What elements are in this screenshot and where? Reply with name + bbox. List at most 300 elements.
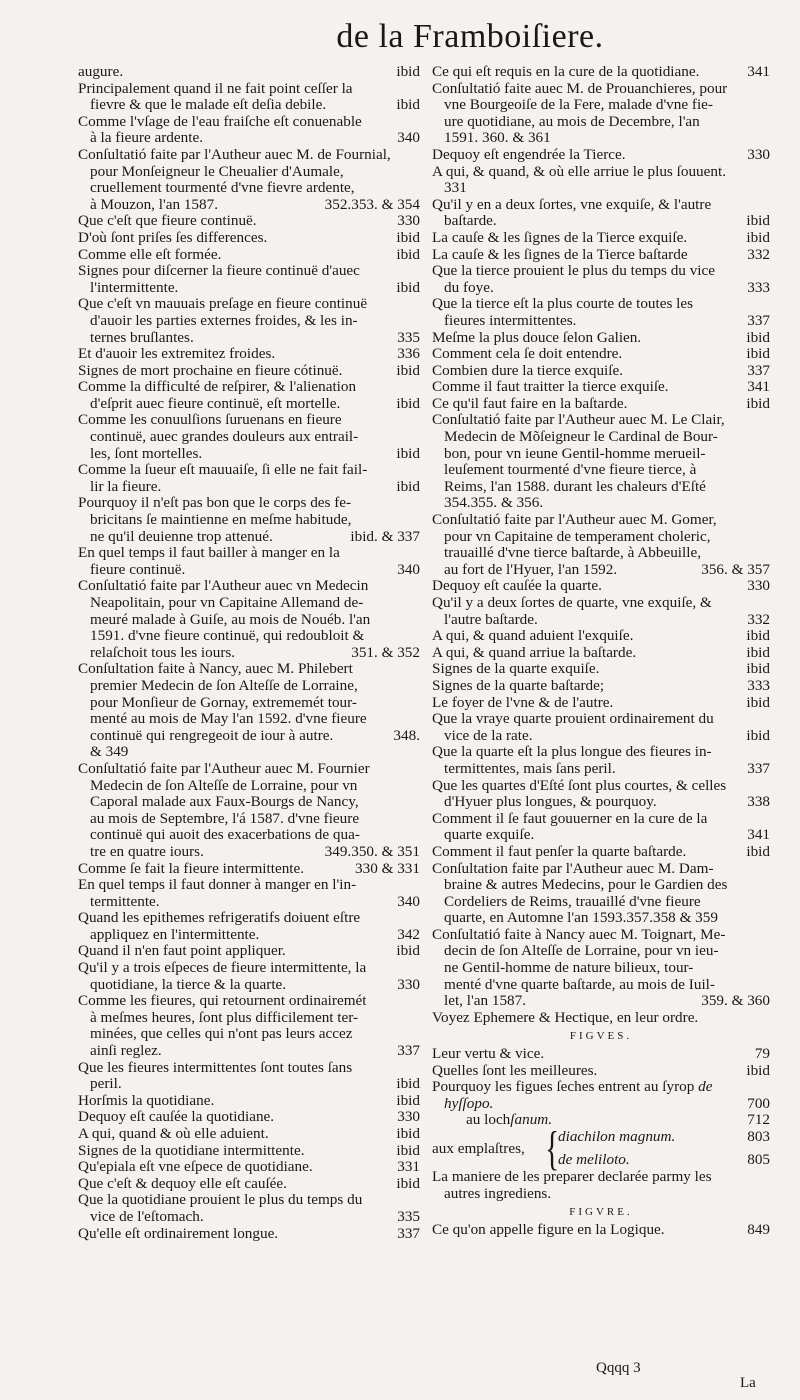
entry-line bbox=[78, 1126, 420, 1143]
entry-line bbox=[78, 1093, 420, 1110]
entry-text: D'où ſont priſes ſes differences. bbox=[78, 229, 268, 246]
index-entry bbox=[78, 147, 420, 213]
entry-line-cont bbox=[78, 645, 420, 662]
entry-line bbox=[432, 64, 770, 81]
page-ref: 330 bbox=[747, 577, 770, 595]
entry-line bbox=[78, 578, 420, 595]
index-entry bbox=[432, 379, 770, 396]
brace-icon: { bbox=[545, 1122, 560, 1175]
entry-text: à la fieure ardente. bbox=[90, 130, 203, 147]
entry-text: Dequoy eſt cauſée la quarte. bbox=[432, 578, 602, 595]
index-entry bbox=[432, 927, 770, 1010]
entry-line bbox=[78, 263, 420, 280]
entry-line-cont bbox=[78, 1010, 420, 1027]
entry-line-cont bbox=[432, 97, 770, 114]
entry-text: Comme il faut traitter la tierce exquiſe. bbox=[432, 379, 669, 396]
entry-text: Comment il ſe faut gouuerner en la cure de la bbox=[432, 810, 708, 827]
page-ref bbox=[764, 197, 770, 214]
entry-text: La cauſe & les ſignes de la Tierce exquiſe. bbox=[432, 229, 688, 246]
entry-line-cont bbox=[432, 728, 770, 745]
entry-line bbox=[432, 363, 770, 380]
index-entry bbox=[432, 1046, 770, 1063]
entry-text: Que c'eſt & dequoy elle eſt cauſée. bbox=[78, 1175, 287, 1192]
entry-text: Comment il faut penſer la quarte baſtarde. bbox=[432, 843, 687, 860]
entry-line bbox=[432, 81, 770, 98]
entry-text: pour Monſieur de Gornay, extrememét tour- bbox=[90, 694, 357, 711]
entry-line bbox=[78, 495, 420, 512]
entry-text: bricitans ſe maintienne en meſme habitude, bbox=[90, 512, 352, 529]
entry-line bbox=[78, 1176, 420, 1193]
entry-italic: hyſſopo. bbox=[444, 1095, 494, 1112]
page-ref bbox=[414, 661, 420, 678]
index-entry bbox=[78, 943, 420, 960]
entry-line-cont bbox=[78, 529, 420, 546]
page-ref: ibid bbox=[396, 245, 420, 263]
entry-line-cont bbox=[78, 927, 420, 944]
entry-line-cont bbox=[432, 761, 770, 778]
entry-line bbox=[432, 379, 770, 396]
entry-line-cont bbox=[432, 280, 770, 297]
page-ref bbox=[414, 695, 420, 712]
page-ref bbox=[414, 778, 420, 795]
entry-line-cont bbox=[432, 562, 770, 579]
entry-line-cont bbox=[78, 446, 420, 463]
entry-text: d'eſprit auec fieure continuë, eſt mortelle. bbox=[90, 395, 341, 412]
page-ref: 330 & 331 bbox=[355, 859, 420, 877]
index-entry bbox=[78, 296, 420, 346]
entry-line-cont bbox=[78, 313, 420, 330]
entry-text: Caporal malade aux Faux-Bourgs de Nancy, bbox=[90, 794, 359, 811]
entry-line-cont bbox=[78, 130, 420, 147]
index-entry bbox=[432, 661, 770, 678]
entry-text: A qui, & quand aduient l'exquiſe. bbox=[432, 628, 634, 645]
page-ref: 330 bbox=[747, 145, 770, 163]
entry-line bbox=[432, 1063, 770, 1080]
page-ref bbox=[764, 462, 770, 479]
page-ref: ibid bbox=[746, 726, 770, 744]
entry-line bbox=[78, 661, 420, 678]
page-ref bbox=[764, 960, 770, 977]
index-entry bbox=[78, 1126, 420, 1143]
index-entry bbox=[432, 147, 770, 164]
entry-text: Signes de la quotidiane intermittente. bbox=[78, 1142, 305, 1159]
entry-line bbox=[78, 114, 420, 131]
entry-line-cont bbox=[432, 894, 770, 911]
index-entry bbox=[432, 1079, 770, 1096]
index-entry bbox=[432, 578, 770, 595]
page-ref: 340 bbox=[397, 892, 420, 910]
page-ref: ibid bbox=[396, 1141, 420, 1159]
page-ref: ibid bbox=[746, 328, 770, 346]
entry-line-cont bbox=[78, 1043, 420, 1060]
entry-text: ne qu'il deuienne trop attenué. bbox=[90, 528, 273, 545]
page-ref bbox=[764, 263, 770, 280]
entry-line-cont bbox=[78, 164, 420, 181]
entry-text: l'autre baſtarde. bbox=[444, 611, 538, 628]
page-ref: 337 bbox=[397, 1042, 420, 1060]
entry-text: Qu'elle eſt ordinairement longue. bbox=[78, 1225, 279, 1242]
page-ref: 338 bbox=[747, 793, 770, 811]
index-entry bbox=[78, 81, 420, 114]
page-ref bbox=[764, 877, 770, 894]
page-ref bbox=[414, 578, 420, 595]
entry-text: continuë, auec grandes douleurs aux entrail- bbox=[90, 429, 359, 446]
entry-text: lir la fieure. bbox=[90, 478, 162, 495]
entry-text: Le foyer de l'vne & de l'autre. bbox=[432, 694, 614, 711]
entry-text: tre en quatre iours. bbox=[90, 843, 204, 860]
entry-line bbox=[78, 462, 420, 479]
entry-line bbox=[78, 1192, 420, 1209]
entry-line bbox=[432, 396, 770, 413]
entry-line-cont bbox=[78, 827, 420, 844]
entry-line-cont bbox=[78, 894, 420, 911]
index-entry bbox=[78, 1093, 420, 1110]
entry-text: En quel temps il faut donner à manger en l'in- bbox=[78, 877, 357, 894]
index-entry bbox=[78, 1109, 420, 1126]
entry-text: Dequoy eſt engendrée la Tierce. bbox=[432, 146, 626, 163]
entry-text: Conſultatió faite par l'Autheur auec M. de Fournial, bbox=[78, 146, 391, 163]
page-ref: ibid bbox=[396, 278, 420, 296]
entry-text: Qu'epiala eſt vne eſpece de quotidiane. bbox=[78, 1159, 313, 1176]
index-entry bbox=[78, 960, 420, 993]
entry-line bbox=[78, 877, 420, 894]
page-ref bbox=[414, 910, 420, 927]
page-ref: 337 bbox=[747, 311, 770, 329]
index-entry bbox=[78, 64, 420, 81]
index-entry bbox=[432, 744, 770, 777]
index-entry bbox=[432, 678, 770, 695]
page-ref bbox=[764, 479, 770, 496]
page-ref bbox=[764, 81, 770, 98]
entry-text: Que la quotidiane prouient le plus du temps du bbox=[78, 1192, 363, 1209]
entry-line-cont bbox=[78, 512, 420, 529]
entry-line bbox=[78, 64, 420, 81]
entry-text: decin de ſon Alteſſe de Lorraine, pour vn ieu- bbox=[444, 943, 719, 960]
entry-line-cont bbox=[78, 811, 420, 828]
entry-text: premier Medecin de ſon Alteſſe de Lorraine, bbox=[90, 677, 358, 694]
entry-text: Signes de la quarte exquiſe. bbox=[432, 661, 600, 678]
entry-text: Combien dure la tierce exquiſe. bbox=[432, 362, 624, 379]
entry-line-cont bbox=[432, 114, 770, 131]
entry-text: Conſultatió faite à Nancy auec M. Toignart, Me- bbox=[432, 926, 726, 943]
entry-text: 1591. d'vne fieure continuë, qui redoubloit & bbox=[90, 628, 365, 645]
page-ref: 331 bbox=[397, 1158, 420, 1176]
index-entry bbox=[432, 412, 770, 512]
entry-text: Qu'il y en a deux ſortes, vne exquiſe, & l'autre bbox=[432, 196, 712, 213]
entry-text: braine & autres Medecins, pour le Gardien des bbox=[444, 877, 728, 894]
page-ref: 335 bbox=[397, 1207, 420, 1225]
entry-line-cont bbox=[78, 197, 420, 214]
page-ref: 330 bbox=[397, 975, 420, 993]
entry-line-cont bbox=[432, 130, 770, 147]
page-ref: ibid bbox=[396, 1075, 420, 1093]
index-entry bbox=[432, 330, 770, 347]
page-ref bbox=[764, 512, 770, 529]
page-ref bbox=[764, 894, 770, 911]
entry-text: Medecin de ſon Alteſſe de Lorraine, pour vn bbox=[90, 777, 358, 794]
page-ref: ibid bbox=[396, 394, 420, 412]
page-ref bbox=[764, 446, 770, 463]
entry-line bbox=[78, 296, 420, 313]
index-entry bbox=[78, 910, 420, 943]
entry-text: Quelles ſont les meilleures. bbox=[432, 1062, 598, 1079]
page-ref bbox=[414, 379, 420, 396]
page-ref bbox=[414, 296, 420, 313]
entry-text: Que la vraye quarte prouient ordinairement du bbox=[432, 711, 714, 728]
entry-text: Principalement quand il ne fait point ceſſer la bbox=[78, 80, 353, 97]
index-entry bbox=[432, 778, 770, 811]
entry-line bbox=[78, 81, 420, 98]
index-entry bbox=[432, 1063, 770, 1080]
entry-line-cont bbox=[78, 1076, 420, 1093]
index-entry bbox=[432, 1010, 770, 1027]
entry-line bbox=[432, 147, 770, 164]
entry-line bbox=[78, 230, 420, 247]
entry-text: Quand il n'en faut point appliquer. bbox=[78, 943, 286, 960]
entry-line bbox=[78, 910, 420, 927]
entry-text: Neapolitain, pour vn Capitaine Allemand de- bbox=[90, 595, 364, 611]
brace-item: de meliloto. 805 bbox=[558, 1151, 770, 1168]
entry-text: Dequoy eſt cauſée la quotidiane. bbox=[78, 1109, 275, 1126]
entry-text: ne Gentil-homme de nature bilieux, tour- bbox=[444, 960, 694, 977]
entry-text: Conſultatió faite par l'Autheur auec M. Fournier bbox=[78, 760, 370, 777]
page-ref bbox=[764, 595, 770, 612]
page-ref: 79 bbox=[754, 1045, 770, 1063]
page-ref: 712 bbox=[747, 1111, 770, 1129]
index-entry bbox=[432, 363, 770, 380]
page-ref: 332 bbox=[747, 610, 770, 628]
page-ref: ibid bbox=[746, 627, 770, 645]
entry-text: Que c'eſt que fieure continuë. bbox=[78, 213, 257, 230]
page-ref: ibid bbox=[396, 63, 420, 80]
page-ref: 803 bbox=[747, 1128, 770, 1146]
entry-text: Signes pour diſcerner la fieure continuë d'auec bbox=[78, 263, 360, 280]
entry-line-cont bbox=[78, 794, 420, 811]
entry-line bbox=[432, 1222, 770, 1239]
page-ref bbox=[764, 811, 770, 828]
entry-text: Conſultatió faite auec M. de Prouanchieres, pour bbox=[432, 80, 728, 97]
index-entry bbox=[78, 114, 420, 147]
entry-text: quarte, en Automne l'an 1593.357.358 & 359 bbox=[444, 910, 718, 927]
page-ref bbox=[764, 97, 770, 114]
entry-text: pour vn Capitaine de temperament choleric, bbox=[444, 528, 711, 545]
index-entry bbox=[78, 363, 420, 380]
entry-line-cont bbox=[78, 595, 420, 612]
entry-text: Comme ſe fait la fieure intermittente. bbox=[78, 860, 305, 877]
index-entry bbox=[432, 595, 770, 628]
entry-line bbox=[432, 861, 770, 878]
page-ref: ibid bbox=[396, 1174, 420, 1192]
page-ref bbox=[764, 529, 770, 546]
entry-line-cont bbox=[432, 313, 770, 330]
catchword: La bbox=[740, 1375, 756, 1391]
entry-text: Que les fieures intermittentes ſont toutes ſans bbox=[78, 1059, 353, 1076]
page-ref bbox=[414, 794, 420, 811]
entry-text: relaſchoit tous les iours. bbox=[90, 644, 236, 661]
entry-line bbox=[432, 412, 770, 429]
page-ref bbox=[764, 114, 770, 131]
index-entry bbox=[432, 64, 770, 81]
entry-line-cont bbox=[432, 877, 770, 894]
index-entry bbox=[78, 1159, 420, 1176]
entry-line bbox=[78, 412, 420, 429]
page-ref bbox=[414, 811, 420, 828]
index-entry bbox=[78, 877, 420, 910]
entry-line-cont bbox=[432, 794, 770, 811]
page-ref bbox=[764, 1010, 770, 1027]
page-ref bbox=[414, 180, 420, 197]
entry-line bbox=[78, 1226, 420, 1243]
entry-text: vne Bourgeoiſe de la Fere, malade d'vne fie- bbox=[444, 97, 713, 114]
entry-text: appliquez en l'intermittente. bbox=[90, 926, 260, 943]
page-ref bbox=[414, 114, 420, 131]
entry-text: Comme les fieures, qui retournent ordinairemét bbox=[78, 993, 367, 1010]
page-ref: ibid bbox=[396, 444, 420, 462]
entry-text: Comme l'vſage de l'eau fraiſche eſt conuenable bbox=[78, 113, 362, 130]
entry-text: cruellement tourmenté d'vne fievre ardente, bbox=[90, 180, 355, 197]
page-ref: 330 bbox=[397, 1108, 420, 1126]
entry-text: En quel temps il faut bailler à manger en la bbox=[78, 545, 340, 562]
entry-line bbox=[432, 595, 770, 612]
page-ref: 356. & 357 bbox=[701, 560, 770, 578]
entry-italic: de bbox=[698, 1079, 713, 1096]
page-ref: ibid bbox=[396, 361, 420, 379]
entry-text: Pourquoy il n'eſt pas bon que le corps des fe- bbox=[78, 495, 352, 512]
index-entry bbox=[78, 1226, 420, 1243]
entry-line bbox=[432, 230, 770, 247]
entry-line-cont bbox=[432, 1186, 770, 1203]
entry-line bbox=[432, 247, 770, 264]
page-ref: ibid bbox=[746, 842, 770, 860]
entry-text: Que c'eſt vn mauuais preſage en fieure continuë bbox=[78, 296, 368, 313]
entry-text: à meſmes heures, ſont plus difficilement ter- bbox=[90, 1009, 359, 1026]
entry-line bbox=[432, 661, 770, 678]
page-ref bbox=[764, 744, 770, 761]
entry-italic: ſanum. bbox=[510, 1112, 553, 1129]
page-ref: 849 bbox=[747, 1220, 770, 1238]
entry-line-cont bbox=[78, 678, 420, 695]
entry-text: Meſme la plus douce ſelon Galien. bbox=[432, 329, 642, 346]
page-ref: 342 bbox=[397, 925, 420, 943]
entry-text: quarte exquiſe. bbox=[444, 827, 535, 844]
entry-text: Conſultatió faite par l'Autheur auec M. Le Clair, bbox=[432, 412, 725, 429]
page-ref: ibid bbox=[746, 693, 770, 711]
entry-text: A qui, quand & où elle aduient. bbox=[78, 1126, 269, 1142]
page-ref bbox=[414, 81, 420, 98]
index-entry bbox=[78, 412, 420, 462]
entry-line-cont bbox=[78, 97, 420, 114]
entry-text: Signes de la quarte baſtarde; bbox=[432, 677, 605, 694]
entry-text: & 349 bbox=[90, 744, 129, 761]
entry-text: Ce qu'il faut faire en la baſtarde. bbox=[432, 395, 628, 412]
entry-line bbox=[78, 379, 420, 396]
entry-line bbox=[432, 1169, 770, 1186]
page-ref: ibid bbox=[746, 228, 770, 246]
entry-text: vice de l'eſtomach. bbox=[90, 1208, 204, 1225]
index-entry bbox=[432, 164, 770, 197]
brace-item: diachilon magnum. 803 bbox=[558, 1128, 770, 1146]
entry-line-cont bbox=[78, 1026, 420, 1043]
page-ref bbox=[414, 147, 420, 164]
page-ref: 805 bbox=[747, 1151, 770, 1168]
entry-line-cont bbox=[78, 330, 420, 347]
entry-text: La cauſe & les ſignes de la Tierce baſtarde bbox=[432, 246, 688, 263]
page-ref bbox=[414, 495, 420, 512]
entry-line-cont bbox=[78, 628, 420, 645]
entry-line-cont bbox=[78, 695, 420, 712]
entry-line-cont bbox=[78, 280, 420, 297]
entry-text: Conſultation faite par l'Autheur auec M. Dam- bbox=[432, 860, 714, 877]
index-entry bbox=[432, 628, 770, 645]
page-ref bbox=[764, 130, 770, 147]
page-ref: 349.350. & 351 bbox=[324, 842, 420, 860]
entry-line bbox=[432, 1046, 770, 1063]
entry-line bbox=[78, 761, 420, 778]
index-entry bbox=[78, 462, 420, 495]
page-ref: 330 bbox=[397, 212, 420, 230]
page-ref: 336 bbox=[397, 345, 420, 363]
entry-line bbox=[78, 247, 420, 264]
index-entry bbox=[432, 346, 770, 363]
entry-text: au mois de Septembre, l'á 1587. d'vne fieure bbox=[90, 810, 360, 827]
index-entry bbox=[78, 993, 420, 1059]
page-ref: ibid bbox=[396, 228, 420, 246]
entry-line-cont bbox=[78, 479, 420, 496]
page-ref: ibid bbox=[746, 345, 770, 363]
entry-text: 1591. 360. & 361 bbox=[444, 130, 551, 147]
entry-text: Ce qu'on appelle figure en la Logique. bbox=[432, 1221, 665, 1238]
entry-text: quotidiane, la tierce & la quarte. bbox=[90, 976, 287, 993]
entry-text: Reims, l'an 1588. durant les chaleurs d'Eſté bbox=[444, 478, 706, 495]
entry-text: menté d'vne quarte baſtarde, au mois de Iuil- bbox=[444, 976, 715, 993]
page-ref: 332 bbox=[747, 245, 770, 263]
page-ref bbox=[414, 761, 420, 778]
entry-text: Conſultatió faite par l'Autheur auec M. Gomer, bbox=[432, 512, 717, 529]
entry-line bbox=[78, 363, 420, 380]
page-ref bbox=[414, 877, 420, 894]
entry-text: ternes bruſlantes. bbox=[90, 329, 194, 346]
page-ref bbox=[764, 429, 770, 446]
index-entry bbox=[432, 811, 770, 844]
index-entry bbox=[432, 296, 770, 329]
page-ref: ibid bbox=[396, 477, 420, 495]
page-ref bbox=[414, 612, 420, 629]
index-entry bbox=[78, 661, 420, 761]
entry-line-cont bbox=[432, 545, 770, 562]
entry-text: autres ingrediens. bbox=[444, 1185, 552, 1202]
index-entry bbox=[78, 1192, 420, 1225]
page-ref: 340 bbox=[397, 129, 420, 147]
page-ref bbox=[764, 927, 770, 944]
entry-text: pour Monſeigneur le Cheualier d'Aumale, bbox=[90, 163, 344, 180]
entry-line bbox=[78, 1159, 420, 1176]
page-ref bbox=[414, 744, 420, 761]
page-ref bbox=[764, 778, 770, 795]
index-entry bbox=[432, 230, 770, 247]
page-ref: ibid bbox=[396, 942, 420, 960]
entry-line bbox=[78, 943, 420, 960]
page-ref bbox=[414, 1026, 420, 1043]
entry-text: continuë qui auoit des exacerbations de qua- bbox=[90, 827, 360, 844]
page-ref bbox=[764, 412, 770, 429]
entry-line-cont bbox=[78, 562, 420, 579]
entry-line bbox=[432, 695, 770, 712]
entry-text: ure quotidiane, au mois de Decembre, l'an bbox=[444, 113, 700, 130]
entry-line bbox=[432, 164, 770, 181]
index-entry bbox=[432, 512, 770, 578]
entry-text: Comme la difficulté de reſpirer, & l'alienation bbox=[78, 379, 357, 396]
page-ref bbox=[764, 977, 770, 994]
